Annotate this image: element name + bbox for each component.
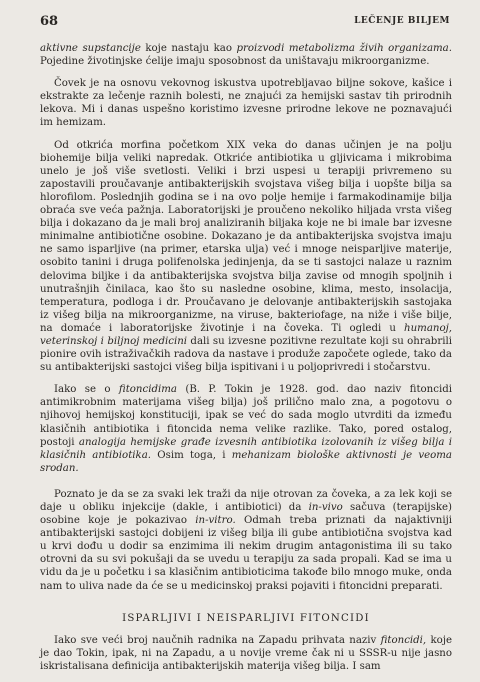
paragraph-segment: mehanizam biološke aktivnosti je veoma srodan. bbox=[40, 449, 452, 474]
paragraph-1 bbox=[40, 42, 452, 68]
paragraph-3 bbox=[40, 139, 452, 375]
paragraph-segment: (B. P. Tokin je 1928. god. dao naziv fitoncidi antimikrobnim materijama višeg bilja) još prilično malo zna, a pogotovu o njihovoj hemijskoj konstituciji, ipak se već do sada moglo utvrditi da između klasičnih antibiotika i fitoncida nema velike razlike. Tako, pored ostalog, postoji bbox=[40, 384, 452, 448]
paragraph-segment: Iako sve veći broj naučnih radnika na Zapadu prihvata naziv bbox=[54, 634, 381, 646]
paragraph-segment: koje nastaju kao bbox=[140, 43, 237, 54]
paragraph-4 bbox=[40, 383, 452, 475]
paragraph-2 bbox=[40, 77, 452, 129]
paragraph-segment: aktivne supstancije bbox=[40, 43, 141, 54]
section-heading: ISPARLJIVI I NEISPARLJIVI FITONCIDI bbox=[122, 612, 370, 624]
paragraph-segment: Iako se o bbox=[54, 384, 119, 396]
paragraph-segment: humanoj, veterinskoj i biljnoj medicini bbox=[40, 322, 452, 347]
paragraph-segment: in-vitro. bbox=[195, 515, 236, 527]
paragraph-segment: analogija hemijske građe izvesnih antibiotika izolovanih iz višeg bilja i klasičnih antibiotika. bbox=[40, 436, 452, 461]
page-body bbox=[40, 42, 452, 682]
paragraph-segment: Osim toga, i bbox=[151, 449, 232, 461]
paragraph-segment: proizvodi metabolizma živih organizama. bbox=[236, 43, 452, 54]
paragraph-segment: koje je dao Tokin, ipak, ni na Zapadu, a u novije vreme čak ni u SSSR-u nije jasno iskristalisana definicija antibakterijskih materija višeg bilja. I sam bbox=[40, 634, 453, 672]
section-paragraph bbox=[40, 634, 452, 673]
page-number: 68 bbox=[40, 14, 59, 29]
paragraph-segment: Poznato je da se za svaki lek traži da nije otrovan za čoveka, a za lek koji se daje u obliku injekcije (dakle, i antibiotici) da bbox=[40, 488, 452, 513]
paragraph-segment: Čovek je na osnovu vekovnog iskustva upotrebljavao biljne sokove, kašice i ekstrakte za lečenje raznih bolesti, ne znajući za hemijski sastav tih prirodnih lekova. Mi i danas uspešno koristimo izvesne prirodne lekove ne poznavajući im hemizam. bbox=[40, 78, 452, 129]
paragraph-segment: sačuva (terapijske) osobine koje je pokazivao bbox=[40, 502, 452, 527]
paragraph-segment: fitoncidi, bbox=[380, 634, 427, 646]
paragraph-segment: Odmah treba priznati da najaktivniji antibakterijski sastojci dobijeni iz višeg bilja ili gube antibiotična svojstva kad u krvi dođu u dodir sa enzimima ili nekim drugim antagonistima ili su tako otrovni da su svi pokušaji da se uvedu u terapiju za sada propali. Kad se ima u vidu da je u početku i sa klasičnim antibioticima takođe bilo mnogo muke, onda nam to uliva nade da će se u medicinskoj praksi pojaviti i fitoncidni preparati. bbox=[40, 515, 452, 592]
paragraph-segment: Od otkrića morfina početkom XIX veka do danas učinjen je na polju biohemije bilja veliki napredak. Otkriće antibiotika u gljivicama i mikrobima unelo je još više svetlosti. Veliki i brzi uspesi u terapiji privremeno su zapostavili proučavanje antibakterijskih svojstava višeg bilja i uopšte bilja sa hlorofilom. Poslednjih godina se i na ovo polje hemije i farmakodinamije bilja obraća sve veća pažnja. Laboratorijski je proučeno nekoliko hiljada vrsta višeg bilja i dokazano da je mali broj analiziranih biljaka koje ne bi imale bar izvesne minimalne antibiotične osobine. Dokazano je da antibakterijska svojstva imaju ne samo isparljive (na primer, etarska ulja) već i mnoge neisparljive materije, osobito tanini i druga polifenolska jedinjenja, da se ti sastojci nalaze u raznim delovima biljke i da antibakterijska svojstva bilja zavise od mnogih spoljnih i unutrašnjih činilaca, kao što su naslednе osobine, klima, mesto, insolacija, temperatura, podloga i dr. Proučavano je delovanje antibakterijskih sastojaka iz višeg bilja na mikroorganizme, na viruse, bakteriofage, na niže i više bilje, na domaće i laboratorijske životinje i na čoveka. Ti ogledi u bbox=[40, 139, 452, 334]
running-head: LEČENJE BILJEM bbox=[354, 16, 450, 26]
paragraph-segment: fitoncidima bbox=[118, 384, 177, 396]
paragraph-segment: dali su izvesne pozitivne rezultate koji su ohrabrili pionire ovih istraživačkih radova da nastave i produže započete oglede, tako da su antibakterijski sastojci višeg bilja ispitivani i u poljoprivredi i stočarstvu. bbox=[40, 335, 452, 374]
page-header bbox=[40, 14, 450, 30]
paragraph-5 bbox=[40, 488, 452, 593]
paragraph-segment: Pojedine životinjske ćelije imaju sposobnost da uništavaju mikroorganizme. bbox=[40, 56, 430, 68]
paragraph-segment: in-vivo bbox=[308, 502, 343, 513]
